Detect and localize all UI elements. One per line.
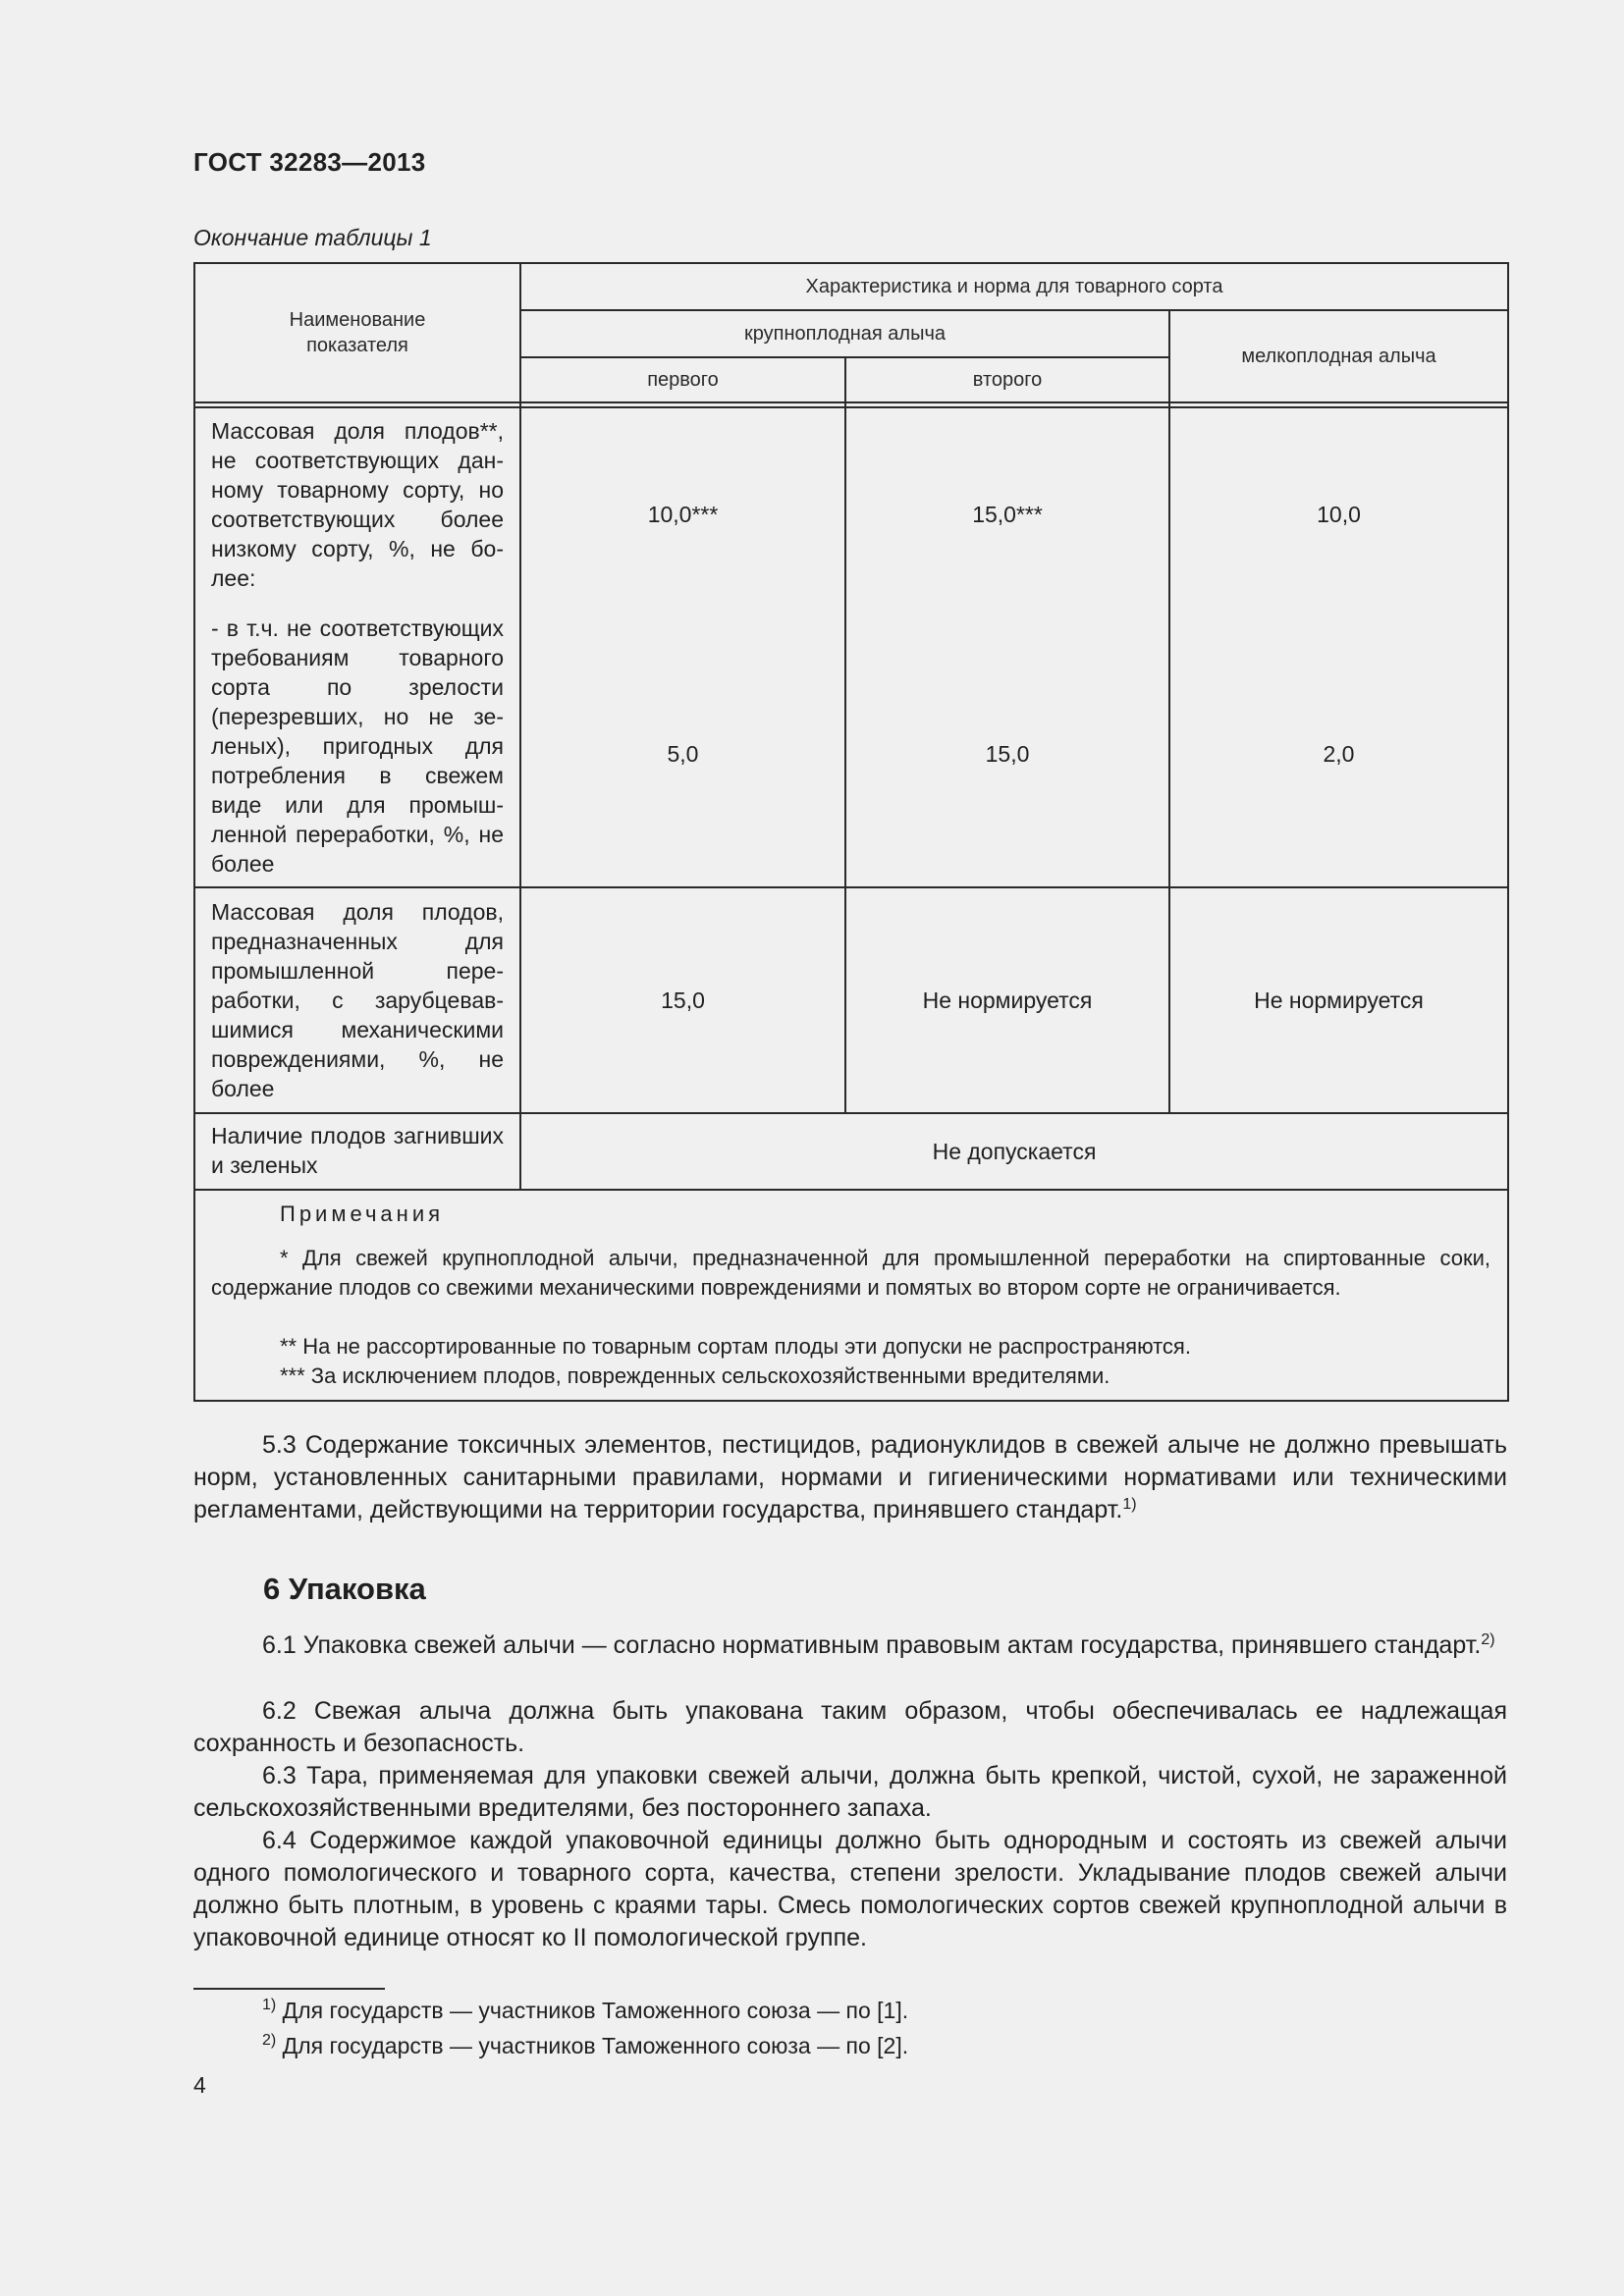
data-table — [193, 262, 1509, 1402]
paragraph-5-3-text: 5.3 Содержание токсичных элементов, пестицидов, радионуклидов в свежей алыче не должно превышать норм, установленных санитарными правилами, нормами и гигиеническими нормативами или техническими регламентами, действующими на территории государства, принявшего стандарт. — [193, 1431, 1507, 1523]
cell-second: 15,0 — [985, 740, 1030, 767]
table-header-bottom-rule — [195, 401, 1507, 403]
row-name-mass-share: Массовая доля плодов**, не соответствующих данному товарному сорту, но соответствующих более низкому сорту, %, не более: — [211, 418, 504, 591]
note-3: *** За исключением плодов, поврежденных сельскохозяйственными вредителями. — [280, 1363, 1110, 1388]
row-name-industrial: Массовая доля плодов, предназначенных для промышленной переработки, с зарубцевавшимися механическими повреждениями, %, не более — [211, 899, 504, 1101]
footnote-text: Для государств — участников Таможенного союза — по [1]. — [282, 1998, 909, 2023]
cell-second: Не нормируется — [922, 987, 1093, 1013]
paragraph-6-3: 6.3 Тара, применяемая для упаковки свежей алычи, должна быть крепкой, чистой, сухой, не зараженной сельскохозяйственными вредителями, без постороннего запаха. — [193, 1762, 1507, 1822]
row-name-rotten: Наличие плодов загнивших и зеленых — [211, 1123, 504, 1178]
cell-merged-not-allowed: Не допускается — [932, 1138, 1097, 1164]
cell-second: 15,0*** — [972, 501, 1043, 527]
header-large-fruit: крупноплодная алыча — [744, 323, 946, 345]
footnote-separator — [193, 1988, 385, 1990]
header-grade-first: первого — [647, 369, 719, 391]
section-title: 6 Упаковка — [263, 1572, 426, 1606]
footnote-ref-1[interactable]: 1) — [1122, 1496, 1137, 1513]
footnote-1 — [262, 1996, 908, 2025]
table-rule — [195, 1189, 1507, 1191]
cell-first: 10,0*** — [647, 501, 719, 527]
page-number: 4 — [193, 2072, 206, 2098]
row-name-maturity: - в т.ч. не соответствующих требованиям товарного сорта по зрелости (перезревших, но не зеленых), пригодных для потребления в свежем виде или для промышленной переработки, %, не более — [211, 615, 504, 877]
header-grade-second: второго — [972, 369, 1043, 391]
cell-small: 10,0 — [1317, 501, 1361, 527]
cell-small: 2,0 — [1323, 740, 1355, 767]
footnote-ref-2[interactable]: 2) — [1481, 1631, 1495, 1648]
note-2: ** На не рассортированные по товарным сортам плоды эти допуски не распространяются. — [280, 1334, 1191, 1359]
footnote-mark: 2) — [262, 2032, 277, 2049]
header-indicator-name: Наименование показателя — [289, 309, 426, 356]
header-characteristic: Характеристика и норма для товарного сорта — [805, 276, 1223, 297]
table-caption: Окончание таблицы 1 — [193, 225, 432, 250]
table-header-bottom-rule — [195, 406, 1507, 408]
paragraph-6-4: 6.4 Содержимое каждой упаковочной единицы должно быть однородным и состоять из свежей алычи одного помологического и товарного сорта, качества, степени зрелости. Укладывание плодов свежей алычи должно быть плотным, в уровень с краями тары. Смесь помологических сортов свежей крупноплодной алычи в упаковочной единице относят ко II помологической группе. — [193, 1827, 1507, 1951]
paragraph-6-2: 6.2 Свежая алыча должна быть упакована таким образом, чтобы обеспечивалась ее надлежащая сохранность и безопасность. — [193, 1697, 1507, 1757]
cell-small: Не нормируется — [1254, 987, 1424, 1013]
cell-first: 5,0 — [667, 740, 699, 767]
note-1: * Для свежей крупноплодной алычи, предназначенной для промышленной переработки на спиртованные соки, содержание плодов со свежими механическими повреждениями и помятых во втором сорте не ограничивается. — [211, 1246, 1490, 1300]
paragraph-6-1-text: 6.1 Упаковка свежей алычи — согласно нормативным правовым актам государства, принявшего стандарт. — [262, 1631, 1482, 1659]
footnote-mark: 1) — [262, 1997, 277, 2013]
cell-first: 15,0 — [661, 987, 705, 1013]
paragraph-5-3 — [193, 1429, 1507, 1526]
header-small-fruit: мелкоплодная алыча — [1241, 346, 1436, 367]
footnote-2 — [262, 2031, 908, 2060]
footnote-text: Для государств — участников Таможенного союза — по [2]. — [282, 2033, 909, 2058]
notes-title: Примечания — [280, 1201, 445, 1226]
paragraph-6-1 — [193, 1629, 1507, 1662]
document-code: ГОСТ 32283—2013 — [193, 147, 426, 177]
